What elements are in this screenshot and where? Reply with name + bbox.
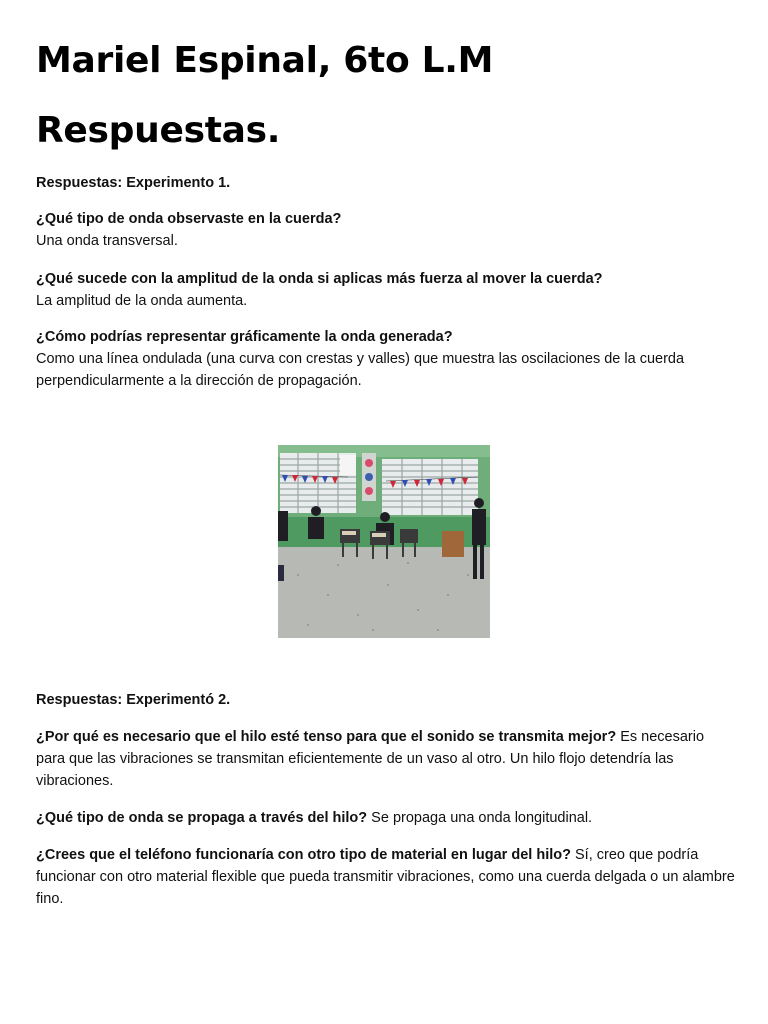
section2-qa-3 (36, 844, 736, 910)
section1-qa-2 (36, 268, 736, 312)
section1-heading: Respuestas: Experimento 1. (36, 175, 231, 191)
answer: Es necesario para que las vibraciones se transmitan eficientemente de un vaso al otro. Un hilo flojo detendría las vibraciones. (36, 729, 705, 789)
question: ¿Qué sucede con la amplitud de la onda si aplicas más fuerza al mover la cuerda? (36, 271, 603, 287)
question: ¿Qué tipo de onda se propaga a través del hilo? (36, 810, 368, 826)
question: ¿Crees que el teléfono funcionaría con otro tipo de material en lugar del hilo? (36, 847, 571, 863)
question: ¿Qué tipo de onda observaste en la cuerda? (36, 211, 342, 227)
classroom-photo (278, 445, 490, 638)
document-title: Mariel Espinal, 6to L.M (36, 40, 494, 81)
section2-qa-1 (36, 726, 736, 792)
document-subtitle: Respuestas. (36, 110, 281, 151)
section2-qa-2 (36, 807, 736, 829)
question: ¿Por qué es necesario que el hilo esté tenso para que el sonido se transmita mejor? (36, 729, 617, 745)
answer: La amplitud de la onda aumenta. (36, 293, 248, 309)
section1-qa-1 (36, 208, 736, 252)
answer: Una onda transversal. (36, 233, 178, 249)
question: ¿Cómo podrías representar gráficamente la onda generada? (36, 329, 453, 345)
section1-qa-3 (36, 326, 736, 392)
answer: Sí, creo que podría funcionar con otro material flexible que pueda transmitir vibraciones, como una cuerda delgada o un alambre fino. (36, 847, 735, 907)
section2-heading: Respuestas: Experimentó 2. (36, 692, 231, 708)
answer: Se propaga una onda longitudinal. (367, 810, 593, 826)
answer: Como una línea ondulada (una curva con crestas y valles) que muestra las oscilaciones de la cuerda perpendicularmente a la dirección de propagación. (36, 351, 685, 389)
